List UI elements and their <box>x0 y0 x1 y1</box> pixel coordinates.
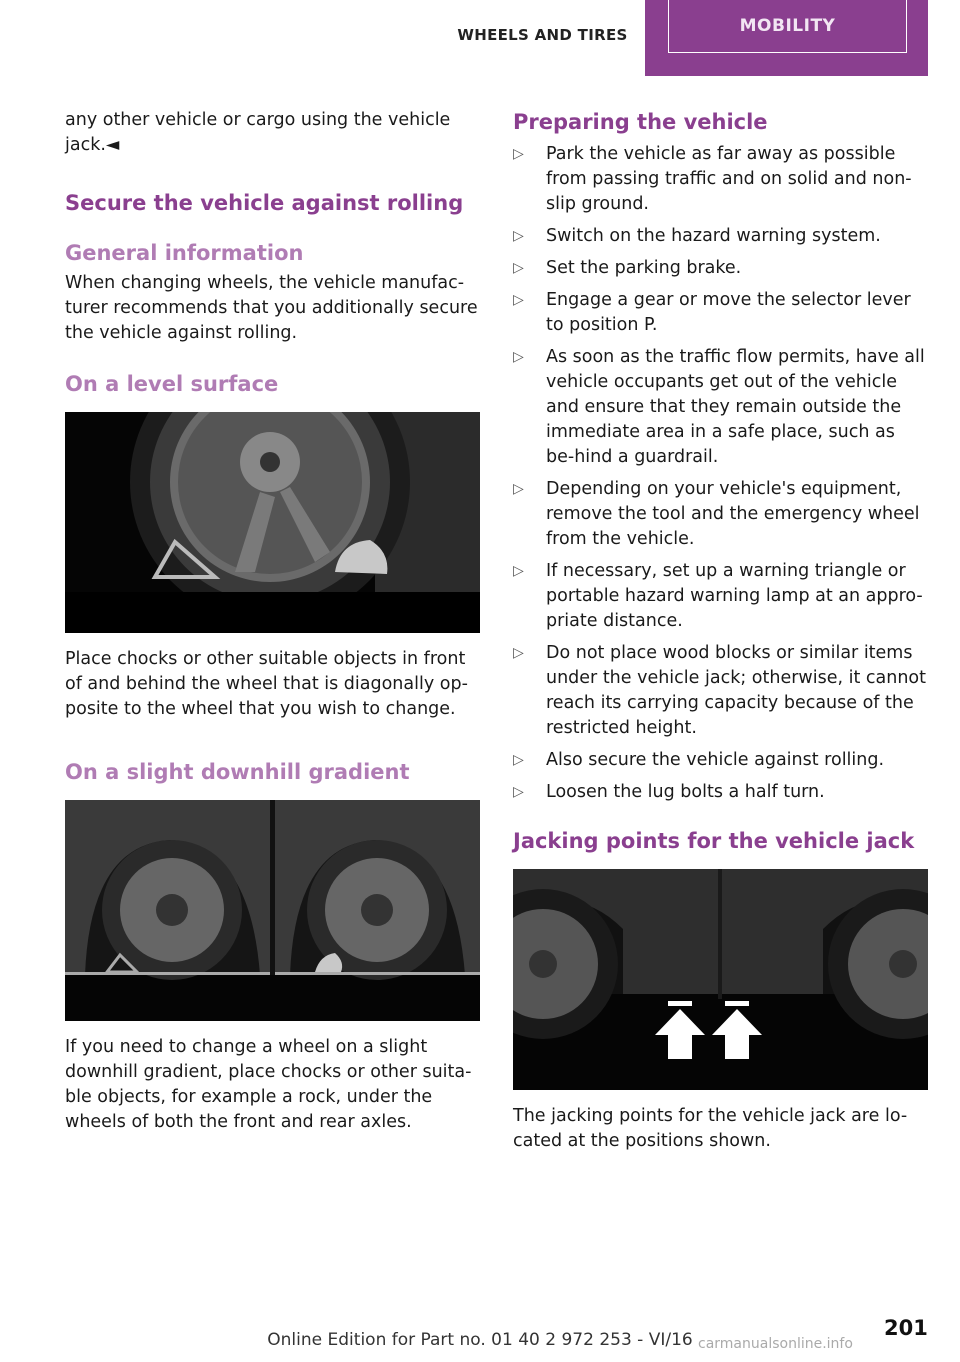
downhill-gradient-paragraph: If you need to change a wheel on a slight downhill gradient, place chocks or other suita-ble objects, for example a rock, under the wheels of both the front and rear axles. <box>65 1037 472 1132</box>
heading-level-surface: On a level surface <box>65 372 279 396</box>
general-information-paragraph: When changing wheels, the vehicle manufac-turer recommends that you additionally secure the vehicle against rolling. <box>65 273 478 343</box>
list-item: ▷ Set the parking brake. <box>513 256 928 281</box>
right-column <box>513 108 928 1154</box>
jacking-points-illustration <box>513 869 928 1090</box>
list-item: ▷ As soon as the traffic flow permits, have all vehicle occupants get out of the vehicle and ensure that they remain outside the immediate area in a safe place, such as be-hind a guardrail. <box>513 347 925 467</box>
heading-downhill-gradient: On a slight downhill gradient <box>65 760 410 784</box>
bullet-triangle-icon: ▷ <box>513 292 524 308</box>
bullet-triangle-icon: ▷ <box>513 228 524 244</box>
bullet-triangle-icon: ▷ <box>513 349 524 365</box>
heading-secure-rolling: Secure the vehicle against rolling <box>65 191 464 215</box>
list-item: ▷ Switch on the hazard warning system. <box>513 224 928 249</box>
chapter-tab-label: MOBILITY <box>668 0 907 53</box>
heading-jacking-points: Jacking points for the vehicle jack <box>513 829 915 853</box>
preparation-steps-list <box>513 142 928 805</box>
chapter-tab <box>645 0 928 76</box>
list-item: ▷ Engage a gear or move the selector lever to position P. <box>513 290 911 335</box>
level-surface-wheel-photo <box>65 412 480 633</box>
list-item: ▷ Park the vehicle as far away as possible from passing traffic and on solid and non-slip ground. <box>513 144 912 214</box>
jacking-points-paragraph: The jacking points for the vehicle jack are lo-cated at the positions shown. <box>513 1106 908 1151</box>
heading-general-information: General information <box>65 241 304 265</box>
downhill-gradient-illustration <box>65 800 480 1021</box>
bullet-triangle-icon: ▷ <box>513 260 524 276</box>
bullet-triangle-icon: ▷ <box>513 481 524 497</box>
level-surface-paragraph: Place chocks or other suitable objects in front of and behind the wheel that is diagonally op-posite to the wheel that you wish to change. <box>65 649 468 719</box>
watermark: carmanualsonline.info <box>698 1336 853 1352</box>
bullet-triangle-icon: ▷ <box>513 563 524 579</box>
page-number: 201 <box>884 1316 928 1340</box>
footer-edition: Online Edition for Part no. 01 40 2 972 253 - VI/16 <box>267 1330 693 1350</box>
jacking-points-photo <box>513 869 928 1090</box>
bullet-triangle-icon: ▷ <box>513 146 524 162</box>
list-item: ▷ If necessary, set up a warning triangle or portable hazard warning lamp at an appro-priate distance. <box>513 561 923 631</box>
list-item: ▷ Loosen the lug bolts a half turn. <box>513 780 928 805</box>
list-item: ▷ Depending on your vehicle's equipment, remove the tool and the emergency wheel from the vehicle. <box>513 479 920 549</box>
bullet-triangle-icon: ▷ <box>513 645 524 661</box>
bullet-triangle-icon: ▷ <box>513 784 524 800</box>
heading-preparing-vehicle: Preparing the vehicle <box>513 110 768 134</box>
list-item: ▷ Do not place wood blocks or similar items under the vehicle jack; otherwise, it cannot reach its carrying capacity because of the restricted height. <box>513 643 926 738</box>
left-column <box>65 108 480 1135</box>
running-header-section: WHEELS AND TIRES <box>457 26 628 44</box>
list-item: ▷ Also secure the vehicle against rolling. <box>513 748 928 773</box>
bullet-triangle-icon: ▷ <box>513 752 524 768</box>
intro-paragraph: any other vehicle or cargo using the vehicle jack.◄ <box>65 110 451 155</box>
level-surface-illustration <box>65 412 480 633</box>
downhill-gradient-wheels-photo <box>65 800 480 1021</box>
